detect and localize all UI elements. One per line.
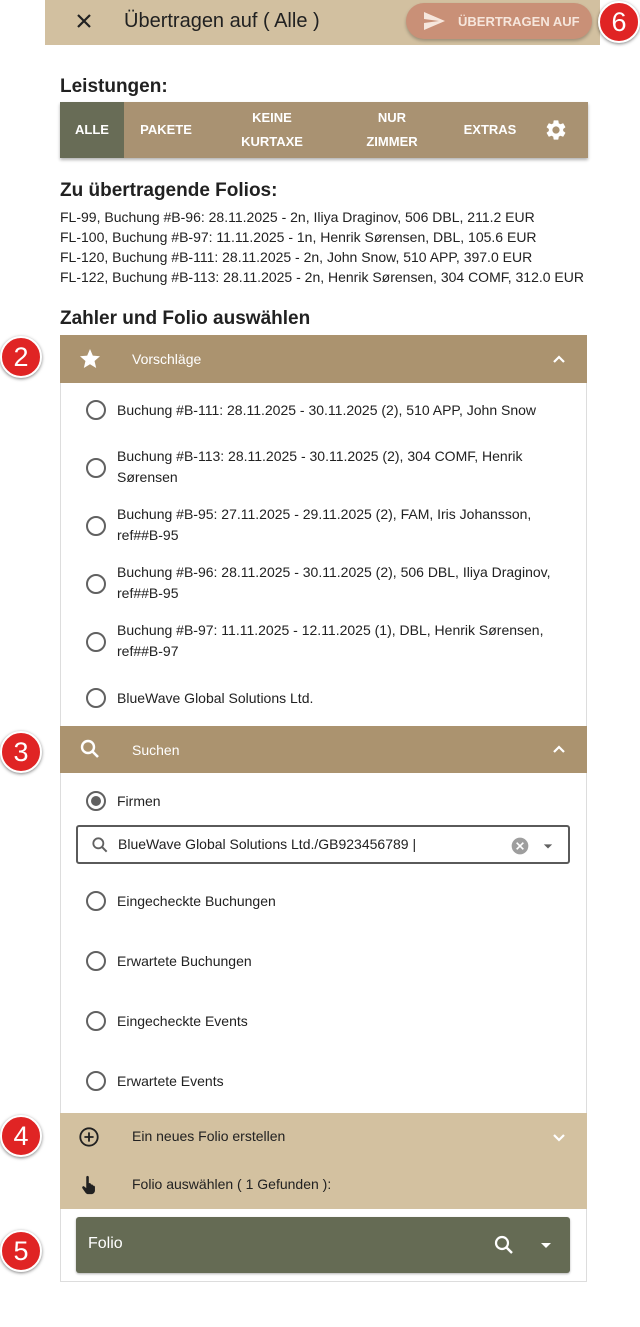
search-option-checked-in-bookings[interactable] (86, 891, 556, 912)
folio-select-field[interactable] (76, 1217, 570, 1273)
select-folio-row (60, 1161, 587, 1209)
suggestion-item-label: Buchung #B-95: 27.11.2025 - 29.11.2025 (2), FAM, Iris Johansson, ref##B-95 (117, 506, 532, 543)
gear-icon (544, 118, 568, 142)
annotation-badge-2: 2 (0, 336, 42, 378)
suggestions-header[interactable] (60, 335, 587, 383)
suggestion-item-label: Buchung #B-113: 28.11.2025 - 30.11.2025 (2), 304 COMF, Henrik Sørensen (117, 448, 523, 485)
search-option-expected-events[interactable] (86, 1071, 556, 1092)
send-icon (422, 9, 446, 33)
page-title: Übertragen auf ( Alle ) (124, 10, 320, 32)
folio-line: FL-99, Buchung #B-96: 28.11.2025 - 2n, Iliya Draginov, 506 DBL, 211.2 EUR (60, 209, 535, 225)
radio-button-checked[interactable] (86, 791, 106, 811)
payer-heading: Zahler und Folio auswählen (60, 308, 311, 329)
clear-icon[interactable] (510, 836, 530, 856)
folios-heading: Zu übertragende Folios: (60, 180, 278, 201)
search-icon (90, 835, 110, 855)
radio-button[interactable] (86, 400, 106, 420)
close-icon[interactable] (72, 9, 96, 33)
select-folio-label: Folio auswählen ( 1 Gefunden ): (132, 1176, 332, 1192)
tab-all[interactable] (60, 102, 124, 158)
search-option-checked-in-events[interactable] (86, 1011, 556, 1032)
folio-line: FL-120, Buchung #B-111: 28.11.2025 - 2n, John Snow, 510 APP, 397.0 EUR (60, 249, 533, 265)
radio-button[interactable] (86, 458, 106, 478)
annotation-badge-3: 3 (0, 731, 42, 773)
radio-button[interactable] (86, 632, 106, 652)
tab-room-only[interactable] (336, 102, 448, 158)
tab-extras-label: EXTRAS (463, 122, 517, 137)
radio-button[interactable] (86, 951, 106, 971)
radio-button[interactable] (86, 891, 106, 911)
search-input-value[interactable]: BlueWave Global Solutions Ltd./GB923456789 | (118, 836, 416, 852)
radio-button[interactable] (86, 688, 106, 708)
search-option-label: Eingecheckte Buchungen (117, 893, 276, 909)
radio-button[interactable] (86, 574, 106, 594)
suggestion-item[interactable] (86, 620, 556, 662)
settings-button[interactable] (532, 102, 580, 158)
suggestion-item[interactable] (86, 504, 556, 546)
suggestion-item-label: BlueWave Global Solutions Ltd. (117, 690, 314, 706)
search-header[interactable] (60, 726, 587, 773)
transfer-button-label: ÜBERTRAGEN AUF (458, 13, 580, 29)
tab-packages[interactable] (124, 102, 208, 158)
chevron-up-icon[interactable] (547, 347, 571, 371)
add-circle-icon (78, 1126, 100, 1148)
folio-line: FL-122, Buchung #B-113: 28.11.2025 - 2n, Henrik Sørensen, 304 COMF, 312.0 EUR (60, 269, 584, 285)
tab-packages-label: PAKETE (140, 122, 192, 137)
folio-actions (60, 1113, 587, 1209)
transfer-button[interactable] (406, 3, 592, 39)
folio-select-label: Folio (88, 1235, 123, 1252)
annotation-badge-4: 4 (0, 1115, 42, 1157)
create-folio-row[interactable] (60, 1113, 587, 1161)
search-icon (78, 737, 102, 761)
search-option-label: Firmen (117, 793, 161, 809)
tab-room-only-label: NUR ZIMMER (366, 110, 418, 149)
tab-no-tourist-tax-label: KEINE KURTAXE (241, 110, 303, 149)
search-option-expected-bookings[interactable] (86, 951, 556, 972)
tab-no-tourist-tax[interactable] (208, 102, 336, 158)
pointer-hand-icon (78, 1174, 100, 1196)
search-option-label: Erwartete Buchungen (117, 953, 252, 969)
search-icon[interactable] (492, 1233, 516, 1257)
suggestion-item[interactable] (86, 446, 556, 488)
company-search-input[interactable] (76, 825, 570, 864)
suggestion-item-label: Buchung #B-111: 28.11.2025 - 30.11.2025 (2), 510 APP, John Snow (117, 402, 537, 418)
suggestion-item-label: Buchung #B-97: 11.11.2025 - 12.11.2025 (1), DBL, Henrik Sørensen, ref##B-97 (117, 622, 544, 659)
folio-list (60, 207, 584, 287)
suggestion-item[interactable] (86, 562, 556, 604)
chevron-down-icon[interactable] (547, 1125, 571, 1149)
create-folio-label: Ein neues Folio erstellen (132, 1128, 286, 1144)
tab-all-label: ALLE (75, 122, 109, 137)
suggestions-label: Vorschläge (132, 351, 202, 367)
services-tabs (60, 102, 588, 158)
annotation-badge-6: 6 (598, 1, 640, 43)
chevron-up-icon[interactable] (547, 737, 571, 761)
annotation-badge-5: 5 (0, 1230, 42, 1272)
tab-extras[interactable] (448, 102, 532, 158)
caret-down-icon[interactable] (534, 1233, 558, 1257)
search-option-label: Eingecheckte Events (117, 1013, 248, 1029)
search-label: Suchen (132, 741, 180, 758)
radio-button[interactable] (86, 1011, 106, 1031)
folio-line: FL-100, Buchung #B-97: 11.11.2025 - 1n, Henrik Sørensen, DBL, 105.6 EUR (60, 229, 537, 245)
search-option-firms[interactable] (86, 791, 556, 812)
caret-down-icon[interactable] (538, 836, 558, 856)
radio-button[interactable] (86, 516, 106, 536)
suggestion-item-label: Buchung #B-96: 28.11.2025 - 30.11.2025 (2), 506 DBL, Iliya Draginov, ref##B-95 (117, 564, 551, 601)
services-heading: Leistungen: (60, 76, 168, 97)
search-option-label: Erwartete Events (117, 1073, 224, 1089)
radio-button[interactable] (86, 1071, 106, 1091)
star-icon (78, 347, 102, 371)
suggestion-item[interactable] (86, 688, 556, 709)
suggestion-item[interactable] (86, 400, 556, 421)
